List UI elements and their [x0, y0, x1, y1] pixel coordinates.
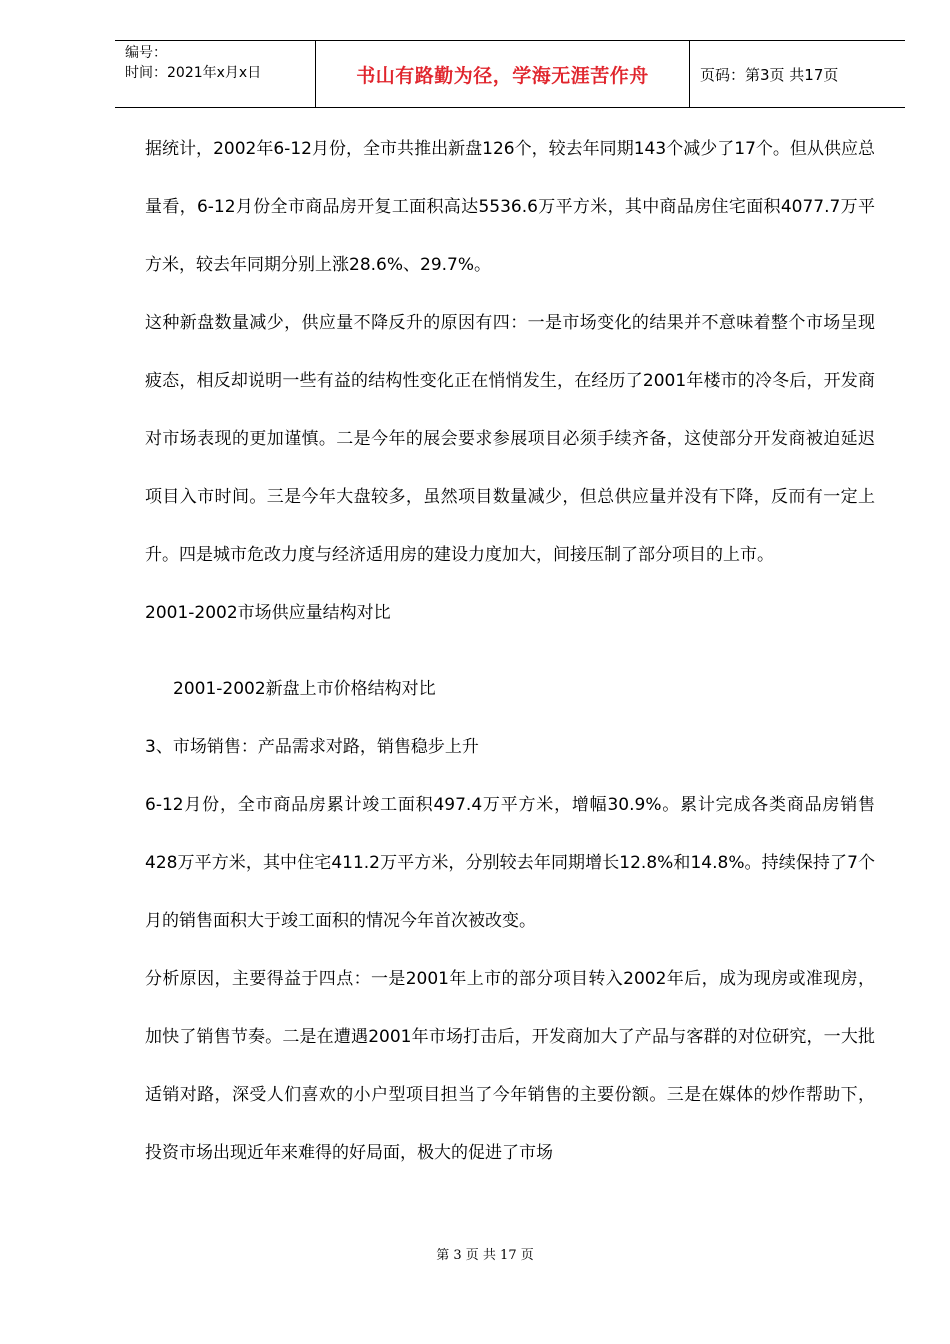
header-page-label: 页码：第3页 共17页 [700, 65, 839, 84]
paragraph-sales-reasons: 分析原因，主要得益于四点：一是2001年上市的部分项目转入2002年后，成为现房或准现房，加快了销售节奏。二是在遭遇2001年市场打击后，开发商加大了产品与客群的对位研究，一大批适销对路，深受人们喜欢的小户型项目担当了今年销售的主要份额。三是在媒体的炒作帮助下，投资市场出现近年来难得的好局面，极大的促进了市场 [145, 969, 875, 1163]
time-label: 时间：2021年x月x日 [125, 65, 262, 81]
paragraph-supply-reasons: 这种新盘数量减少，供应量不降反升的原因有四：一是市场变化的结果并不意味着整个市场呈现疲态，相反却说明一些有益的结构性变化正在悄悄发生，在经历了2001年楼市的冷冬后，开发商对市场表现的更加谨慎。二是今年的展会要求参展项目必须手续齐备，这使部分开发商被迫延迟项目入市时间。三是今年大盘较多，虽然项目数量减少，但总供应量并没有下降，反而有一定上升。四是城市危改力度与经济适用房的建设力度加大，间接压制了部分项目的上市。 [145, 313, 875, 565]
section-heading-sales: 3、市场销售：产品需求对路，销售稳步上升 [145, 737, 479, 757]
header-motto: 书山有路勤为径，学海无涯苦作舟 [316, 41, 690, 107]
page-footer: 第 3 页 共 17 页 [436, 1248, 534, 1263]
header-meta [115, 41, 316, 107]
paragraph-sales-stats: 6-12月份，全市商品房累计竣工面积497.4万平方米，增幅30.9%。累计完成各类商品房销售428万平方米，其中住宅411.2万平方米，分别较去年同期增长12.8%和14.8%。持续保持了7个月的销售面积大于竣工面积的情况今年首次被改变。 [145, 795, 875, 931]
paragraph-supply-stats: 据统计，2002年6-12月份，全市共推出新盘126个，较去年同期143个减少了17个。但从供应总量看，6-12月份全市商品房开复工面积高达5536.6万平方米，其中商品房住宅面积4077.7万平方米，较去年同期分别上涨28.6%、29.7%。 [145, 139, 875, 275]
page-header [115, 40, 905, 108]
caption-supply-structure: 2001-2002市场供应量结构对比 [145, 603, 391, 623]
caption-price-structure: 2001-2002新盘上市价格结构对比 [173, 679, 436, 699]
document-body [145, 120, 875, 1182]
number-label: 编号： [125, 45, 167, 61]
